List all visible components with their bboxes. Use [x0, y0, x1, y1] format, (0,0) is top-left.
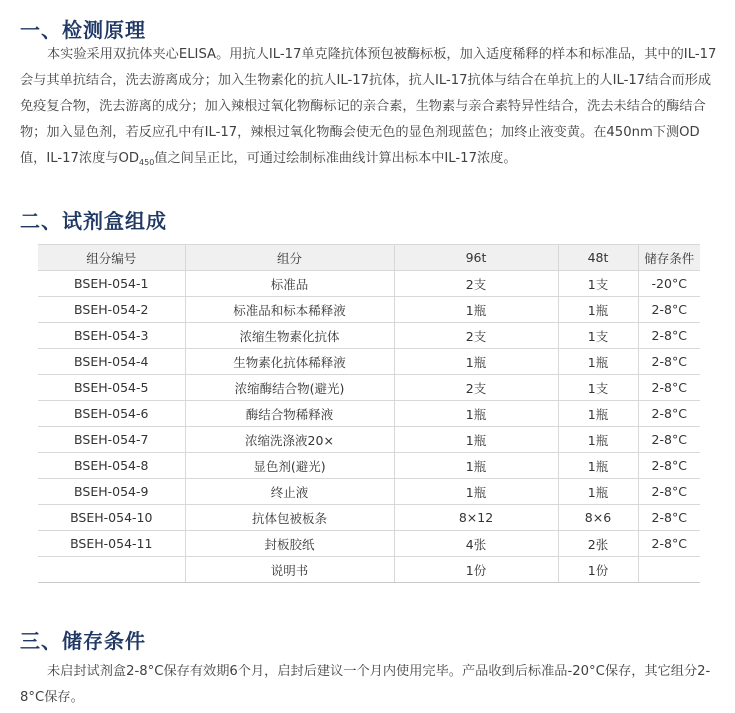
table-cell: BSEH-054-5 — [38, 375, 185, 401]
principle-paragraph — [20, 42, 720, 172]
table-cell: 1瓶 — [558, 349, 638, 375]
table-cell: 1瓶 — [558, 401, 638, 427]
table-cell: 浓缩酶结合物(避光) — [185, 375, 394, 401]
table-cell: 2-8°C — [638, 453, 700, 479]
table-cell: 1支 — [558, 375, 638, 401]
table-cell: 1份 — [394, 557, 558, 583]
section-title-storage: 三、储存条件 — [20, 629, 146, 653]
principle-text-part2: 值之间呈正比，可通过绘制标准曲线计算出标本中IL-17浓度。 — [154, 151, 517, 166]
table-cell: 1支 — [558, 271, 638, 297]
table-row — [38, 531, 700, 557]
header-cell: 组分编号 — [38, 245, 185, 271]
table-row — [38, 375, 700, 401]
table-cell: 8×12 — [394, 505, 558, 531]
table-cell: 生物素化抗体稀释液 — [185, 349, 394, 375]
table-cell: BSEH-054-2 — [38, 297, 185, 323]
table-cell: 标准品和标本稀释液 — [185, 297, 394, 323]
table-row — [38, 271, 700, 297]
table-cell: BSEH-054-3 — [38, 323, 185, 349]
table-cell: 8×6 — [558, 505, 638, 531]
table-cell: 标准品 — [185, 271, 394, 297]
table-cell: 1瓶 — [394, 401, 558, 427]
kit-components-table — [38, 244, 700, 583]
table-cell: 1瓶 — [394, 453, 558, 479]
section-title-principle: 一、检测原理 — [20, 18, 146, 42]
table-header-row — [38, 245, 700, 271]
table-cell: 1瓶 — [558, 453, 638, 479]
table-cell: 抗体包被板条 — [185, 505, 394, 531]
table-cell: 4张 — [394, 531, 558, 557]
table-cell: 2-8°C — [638, 427, 700, 453]
table-cell: BSEH-054-4 — [38, 349, 185, 375]
table-cell: 2-8°C — [638, 401, 700, 427]
table-cell: 封板胶纸 — [185, 531, 394, 557]
table-cell: 浓缩生物素化抗体 — [185, 323, 394, 349]
table-cell: BSEH-054-7 — [38, 427, 185, 453]
table-cell: 2张 — [558, 531, 638, 557]
table-cell: BSEH-054-9 — [38, 479, 185, 505]
table-cell: BSEH-054-8 — [38, 453, 185, 479]
table-cell: 2-8°C — [638, 375, 700, 401]
table-cell: 2-8°C — [638, 297, 700, 323]
table-cell: 1瓶 — [558, 479, 638, 505]
table-row — [38, 505, 700, 531]
storage-text: 未启封试剂盒2-8°C保存有效期6个月，启封后建议一个月内使用完毕。产品收到后标准品-20°C保存，其它组分2-8°C保存。 — [20, 664, 711, 705]
header-cell: 48t — [558, 245, 638, 271]
table-row — [38, 453, 700, 479]
table-row — [38, 323, 700, 349]
table-cell: 1支 — [558, 323, 638, 349]
table-cell: BSEH-054-10 — [38, 505, 185, 531]
table-cell: 2支 — [394, 271, 558, 297]
table-cell: BSEH-054-6 — [38, 401, 185, 427]
table-cell: 浓缩洗涤液20× — [185, 427, 394, 453]
principle-text-part1: 本实验采用双抗体夹心ELISA。用抗人IL-17单克隆抗体预包被酶标板，加入适度稀释的样本和标准品，其中的IL-17会与其单抗结合，洗去游离成分；加入生物素化的抗人IL-17抗体，抗人IL-17抗体与结合在单抗上的人IL-17结合而形成免疫复合物，洗去游离的成分；加入辣根过氧化物酶标记的亲合素，生物素与亲合素特异性结合，洗去未结合的酶结合物；加入显色剂，若反应孔中有IL-17，辣根过氧化物酶会使无色的显色剂现蓝色；加终止液变黄。在450nm下测OD值，IL-17浓度与OD — [20, 47, 717, 166]
table-cell: 酶结合物稀释液 — [185, 401, 394, 427]
table-cell: BSEH-054-11 — [38, 531, 185, 557]
table-row — [38, 401, 700, 427]
table-cell: 2-8°C — [638, 505, 700, 531]
table-cell: -20°C — [638, 271, 700, 297]
table-row — [38, 349, 700, 375]
table-cell: BSEH-054-1 — [38, 271, 185, 297]
table-cell: 1瓶 — [558, 427, 638, 453]
section-title-kit: 二、试剂盒组成 — [20, 209, 167, 233]
table-cell — [38, 557, 185, 583]
table-cell: 1瓶 — [394, 427, 558, 453]
table-row — [38, 557, 700, 583]
table-cell: 2-8°C — [638, 323, 700, 349]
table-cell: 1瓶 — [394, 297, 558, 323]
table-cell: 1瓶 — [394, 349, 558, 375]
table-cell: 终止液 — [185, 479, 394, 505]
od-subscript: 450 — [139, 158, 155, 167]
table-row — [38, 427, 700, 453]
table-cell: 2-8°C — [638, 479, 700, 505]
table-row — [38, 479, 700, 505]
table-cell: 1瓶 — [394, 479, 558, 505]
table-cell: 2-8°C — [638, 531, 700, 557]
table-cell: 1瓶 — [558, 297, 638, 323]
table-cell: 说明书 — [185, 557, 394, 583]
storage-paragraph — [20, 659, 720, 711]
table-cell: 2-8°C — [638, 349, 700, 375]
header-cell: 储存条件 — [638, 245, 700, 271]
table-cell: 显色剂(避光) — [185, 453, 394, 479]
table-cell: 2支 — [394, 323, 558, 349]
table-row — [38, 297, 700, 323]
table-cell: 2支 — [394, 375, 558, 401]
header-cell: 组分 — [185, 245, 394, 271]
table-cell — [638, 557, 700, 583]
header-cell: 96t — [394, 245, 558, 271]
table-cell: 1份 — [558, 557, 638, 583]
